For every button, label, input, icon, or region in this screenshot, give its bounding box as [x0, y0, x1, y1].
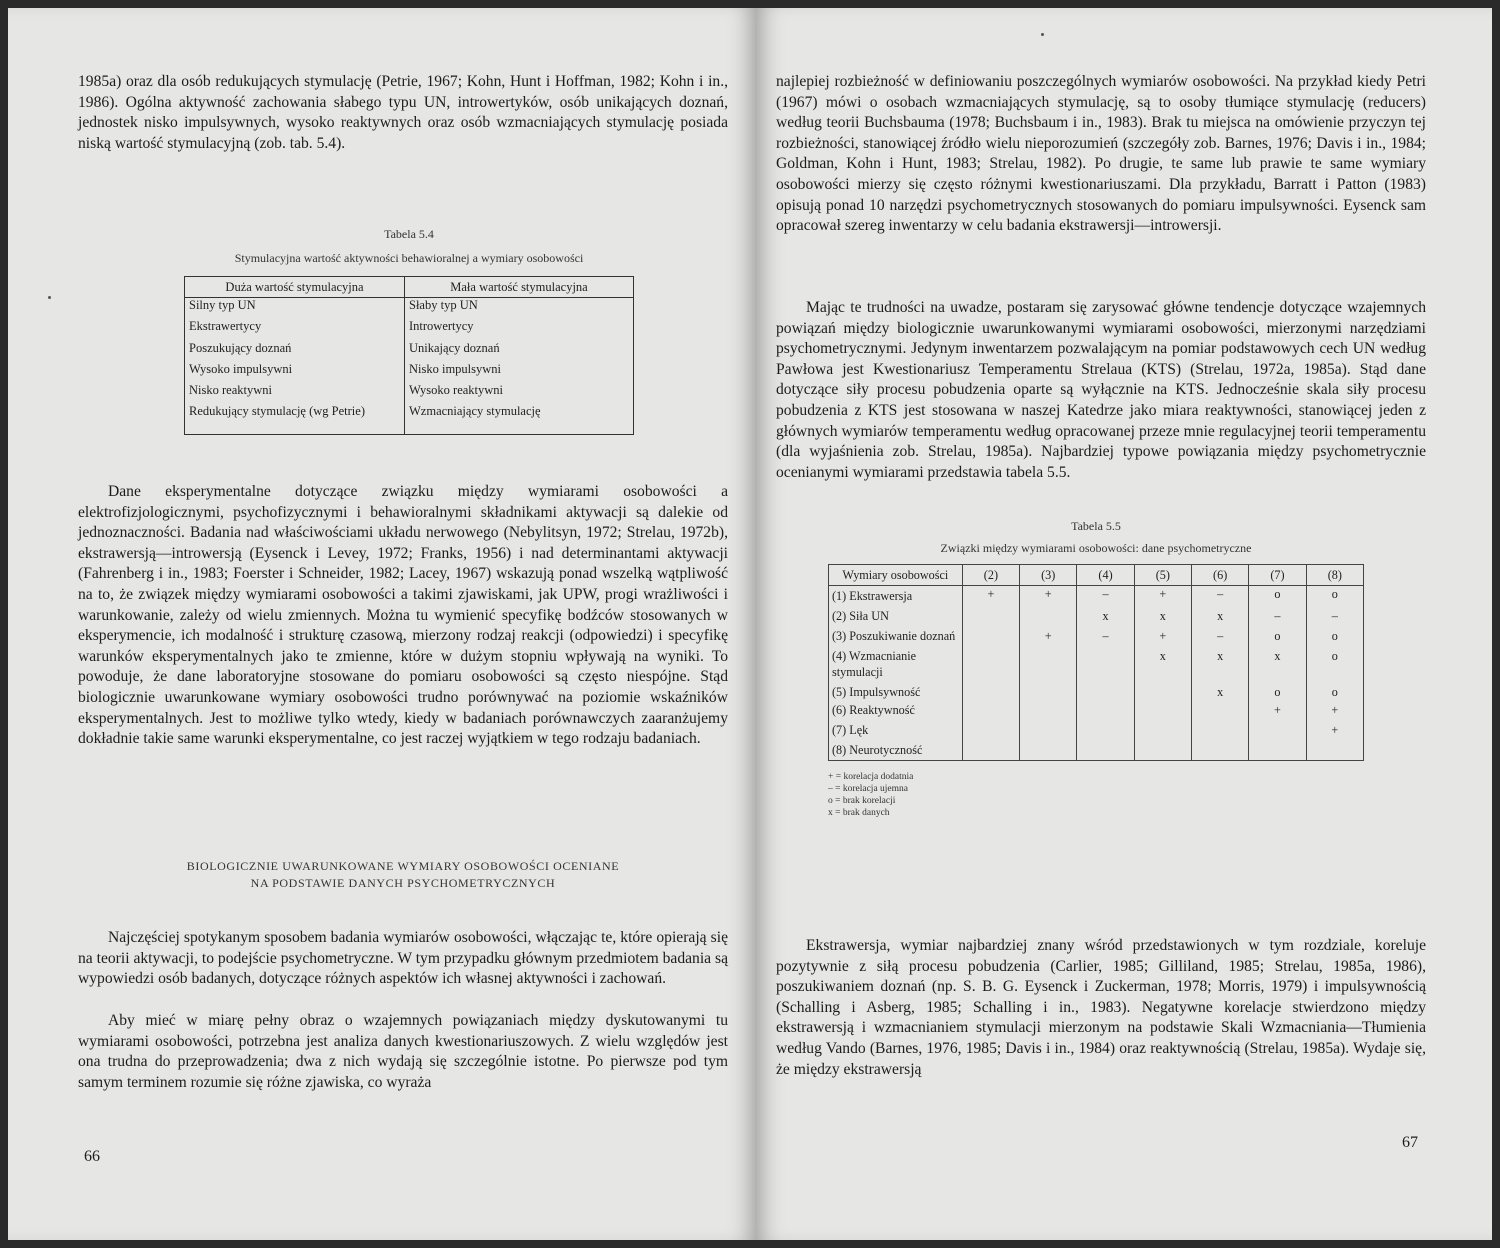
table-row — [829, 624, 1364, 644]
table-row — [829, 718, 1364, 738]
right-para-3 — [776, 936, 1426, 1080]
table-cell: x — [1249, 644, 1306, 680]
page-number: 67 — [1402, 1134, 1418, 1151]
table-cell: – — [1249, 604, 1306, 624]
row-label: (2) Siła UN — [829, 604, 963, 624]
table-row — [185, 404, 634, 435]
table-cell: x — [1192, 680, 1249, 700]
column-header: (3) — [1020, 565, 1077, 586]
table-row — [829, 644, 1364, 680]
row-label: (3) Poszukiwanie doznań — [829, 624, 963, 644]
column-header: (2) — [962, 565, 1019, 586]
book-spread — [8, 8, 1492, 1240]
table-label: Tabela 5.4 — [384, 227, 434, 241]
table-cell — [1077, 718, 1134, 738]
table-cell: – — [1306, 604, 1363, 624]
column-header: Mała wartość stymulacyjna — [405, 277, 634, 298]
legend-item: – = korelacja ujemna — [828, 784, 909, 794]
table-row — [829, 700, 1364, 718]
row-label: (6) Reaktywność — [829, 700, 963, 718]
left-para-top — [78, 72, 728, 154]
table-cell: o — [1249, 624, 1306, 644]
column-header: (4) — [1077, 565, 1134, 586]
table-cell — [1020, 700, 1077, 718]
paragraph: Ekstrawersja, wymiar najbardziej znany wśród przedstawionych w tym rozdziale, koreluje pozytywnie z siłą procesu pobudzenia (Carlier, 1985; Gilliland, 1985; Strelau, 1985a, 1986), poszukiwaniem doznań (np. S. B. G. Eysenck i Zuckerman, 1978; Morris, 1979) i impulsywnością (Schalling i Asberg, 1985; Schalling i in., 1983). Negatywne korelacje stwierdzono między ekstrawersją i wzmacnianiem stymulacji mierzonym na podstawie Skali Wzmacniania—Tłumienia według Vando (Barnes, 1976, 1985; Davis i in., 1984) oraz reaktywnością (Strelau, 1985a). Wydaje się, że między ekstrawersją — [776, 937, 1426, 1078]
column-header: (5) — [1134, 565, 1191, 586]
table-cell: o — [1306, 680, 1363, 700]
table-legend — [828, 771, 1364, 819]
table-cell: x — [1192, 644, 1249, 680]
paragraph: 1985a) oraz dla osób redukujących stymulację (Petrie, 1967; Kohn, Hunt i Hoffman, 1982; Kohn i in., 1986). Ogólna aktywność zachowania słabego typu UN, introwertyków, osób unikających doznań, jednostek nisko impulsywnych, wysoko reaktywnych oraz osób wzmacniających stymulację posiada niską wartość stymulacyjną (zob. tab. 5.4). — [78, 73, 728, 152]
table-cell — [962, 624, 1019, 644]
table-cell — [1192, 718, 1249, 738]
section-heading — [78, 858, 728, 892]
table-cell — [1077, 680, 1134, 700]
table-cell — [1192, 700, 1249, 718]
table-cell: Redukujący stymulację (wg Petrie) — [185, 404, 405, 435]
table-cell — [962, 604, 1019, 624]
table-row — [829, 680, 1364, 700]
table-cell: – — [1192, 586, 1249, 605]
table-5-4-block — [184, 226, 634, 435]
table-cell: + — [1020, 624, 1077, 644]
heading-line: NA PODSTAWIE DANYCH PSYCHOMETRYCZNYCH — [250, 876, 556, 890]
table-cell — [1077, 700, 1134, 718]
table-row — [185, 383, 634, 404]
table-cell: x — [1192, 604, 1249, 624]
table-cell — [1134, 738, 1191, 761]
table-cell: + — [1020, 586, 1077, 605]
table-cell — [962, 644, 1019, 680]
table-cell — [1077, 738, 1134, 761]
table-cell: Ekstrawertycy — [185, 319, 405, 340]
left-page — [8, 8, 756, 1240]
legend-item: o = brak korelacji — [828, 796, 896, 806]
table-row — [829, 738, 1364, 761]
right-page — [756, 8, 1492, 1240]
row-label: (7) Lęk — [829, 718, 963, 738]
table-cell — [1249, 738, 1306, 761]
table-cell: + — [962, 586, 1019, 605]
table-cell: Słaby typ UN — [405, 298, 634, 320]
column-header: (7) — [1249, 565, 1306, 586]
column-header: (8) — [1306, 565, 1363, 586]
table-cell: + — [1306, 718, 1363, 738]
table-cell: x — [1134, 644, 1191, 680]
row-label: (5) Impulsywność — [829, 680, 963, 700]
table-cell — [962, 738, 1019, 761]
table-cell — [962, 700, 1019, 718]
table-cell: x — [1134, 604, 1191, 624]
right-para-2 — [776, 298, 1426, 483]
table-row — [185, 298, 634, 320]
table-cell: o — [1249, 680, 1306, 700]
table-cell: + — [1134, 624, 1191, 644]
speck — [1041, 33, 1044, 36]
legend-item: x = brak danych — [828, 808, 890, 818]
left-para-3 — [78, 928, 728, 990]
table-cell: x — [1077, 604, 1134, 624]
table-cell — [1020, 644, 1077, 680]
table-cell — [1020, 604, 1077, 624]
table-cell — [1020, 738, 1077, 761]
table-cell: Wysoko reaktywni — [405, 383, 634, 404]
table-cell: o — [1306, 644, 1363, 680]
table-cell — [1077, 644, 1134, 680]
left-para-2 — [78, 482, 728, 750]
table-cell: Silny typ UN — [185, 298, 405, 320]
table-cell — [1134, 718, 1191, 738]
table-row — [829, 604, 1364, 624]
table-cell — [1134, 700, 1191, 718]
table-cell — [1306, 738, 1363, 761]
table-cell: Wzmacniający stymulację — [405, 404, 634, 435]
table-5-5-block — [828, 518, 1364, 819]
column-header: Duża wartość stymulacyjna — [185, 277, 405, 298]
table-5-4 — [184, 276, 634, 435]
paragraph: najlepiej rozbieżność w definiowaniu poszczególnych wymiarów osobowości. Na przykład kiedy Petri (1967) mówi o osobach wzmacniających stymulację, są to osoby tłumiące stymulację (reducers) według teorii Buchsbauma (1978; Buchsbaum i in., 1983). Brak tu miejsca na omówienie przyczyn tej rozbieżności, stanowiącej źródło wielu nieporozumień (szczegóły zob. Barnes, 1976; Davis i in., 1984; Goldman, Kohn i Hunt, 1983; Strelau, 1982). Po drugie, te same lub prawie te same wymiary osobowości mierzy się często różnymi kwestionariuszami. Dla przykładu, Barratt i Patton (1983) opisują ponad 10 narzędzi psychometrycznych stosowanych do pomiaru impulsywności. Eysenck sam opracował szereg inwentarzy w celu badania ekstrawersji—introwersji. — [776, 73, 1426, 235]
table-cell — [962, 680, 1019, 700]
table-title: Stymulacyjna wartość aktywności behawioralnej a wymiary osobowości — [234, 251, 584, 265]
corner-header: Wymiary osobowości — [829, 565, 963, 586]
table-5-5 — [828, 564, 1364, 761]
table-cell: + — [1306, 700, 1363, 718]
table-cell — [1192, 738, 1249, 761]
table-row — [185, 319, 634, 340]
table-cell: o — [1249, 586, 1306, 605]
table-cell — [962, 718, 1019, 738]
table-cell — [1020, 718, 1077, 738]
table-cell: Nisko reaktywni — [185, 383, 405, 404]
table-label: Tabela 5.5 — [1071, 519, 1121, 533]
table-cell: – — [1077, 586, 1134, 605]
heading-line: BIOLOGICZNIE UWARUNKOWANE WYMIARY OSOBOWOŚCI OCENIANE — [186, 859, 620, 873]
paragraph: Mając te trudności na uwadze, postaram się zarysować główne tendencje dotyczące wzajemnych powiązań między biologicznie uwarunkowanymi wymiarami osobowości, mierzonymi narzędziami psychometrycznymi. Jedynym inwentarzem pozwalającym na pomiar podstawowych cech UN według Pawłowa jest Kwestionariusz Temperamentu Strelaua (KTS) (Strelau, 1972a, 1985a). Stąd dane dotyczące siły procesu pobudzenia oparte są wyłącznie na KTS. Jednocześnie skala siły procesu pobudzenia z KTS jest stosowana w naszej Katedrze jako miara reaktywności, stanowiącej jeden z głównych wymiarów temperamentu według opracowanej przeze mnie regulacyjnej teorii temperamentu (dla wyjaśnienia zob. Strelau, 1985a). Najbardziej typowe powiązania między psychometrycznie ocenianymi wymiarami przedstawia tabela 5.5. — [776, 299, 1426, 481]
paragraph: Najczęściej spotykanym sposobem badania wymiarów osobowości, włączając te, które opierają się na teorii aktywacji, to podejście psychometryczne. W tym przypadku głównym przedmiotem badania są wypowiedzi osób badanych, dotyczące różnych aspektów ich własnej aktywności i zachowań. — [78, 929, 728, 988]
table-title: Związki między wymiarami osobowości: dane psychometryczne — [940, 541, 1252, 555]
table-row — [829, 586, 1364, 605]
paragraph: Dane eksperymentalne dotyczące związku między wymiarami osobowości a elektrofizjologicznymi, psychofizycznymi i behawioralnymi składnikami aktywacji są dalekie od jednoznaczności. Badania nad właściwościami układu nerwowego (Nebylitsyn, 1972; Strelau, 1972b), ekstrawersją—introwersją (Eysenck i Levey, 1972; Franks, 1956) i nad determinantami aktywacji (Fahrenberg i in., 1983; Foerster i Schneider, 1982; Lacey, 1967) wskazują ponad wszelką wątpliwość na to, że związek między wymiarami osobowości a takimi zjawiskami, jak UPW, progi wrażliwości i warunkowanie, zależy od wielu zmiennych. Można tu wymienić specyfikę bodźców stosowanych w eksperymencie, ich modalność i strukturę czasową, mierzony rodzaj reakcji (odpowiedzi) i specyfikę warunków eksperymentalnych jako te zmienne, które w dużym stopniu wpływają na wyniki. To powoduje, że dane laboratoryjne stosowane do pomiaru osobowości są często niespójne. Stąd biologicznie uwarunkowane wymiary osobowości trudno porównywać na poziomie wskaźników eksperymentalnych. Jest to możliwe tylko wtedy, kiedy w badaniach porównawczych zaaranżujemy dokładnie takie same warunki eksperymentalne, co jest raczej wyjątkiem w tego rodzaju badaniach. — [78, 483, 728, 748]
column-header: (6) — [1192, 565, 1249, 586]
row-label: (8) Neurotyczność — [829, 738, 963, 761]
table-cell: o — [1306, 586, 1363, 605]
table-cell: – — [1192, 624, 1249, 644]
left-para-4 — [78, 1011, 728, 1093]
table-cell — [1249, 718, 1306, 738]
table-cell: + — [1249, 700, 1306, 718]
page-number: 66 — [84, 1148, 100, 1165]
table-row — [185, 341, 634, 362]
legend-item: + = korelacja dodatnia — [828, 772, 914, 782]
row-label: (1) Ekstrawersja — [829, 586, 963, 605]
speck — [48, 296, 51, 299]
row-label: (4) Wzmacnianie stymulacji — [829, 644, 963, 680]
table-cell: Poszukujący doznań — [185, 341, 405, 362]
table-cell — [1020, 680, 1077, 700]
table-cell: – — [1077, 624, 1134, 644]
table-cell: Wysoko impulsywni — [185, 362, 405, 383]
right-para-1 — [776, 72, 1426, 237]
table-cell: + — [1134, 586, 1191, 605]
table-cell: Introwertycy — [405, 319, 634, 340]
table-cell: o — [1306, 624, 1363, 644]
table-cell — [1134, 680, 1191, 700]
paragraph: Aby mieć w miarę pełny obraz o wzajemnych powiązaniach między dyskutowanymi tu wymiarami osobowości, potrzebna jest analiza danych kwestionariuszowych. Z wielu względów jest ona trudna do przeprowadzenia; dwa z nich wydają się szczególnie istotne. Po pierwsze pod tym samym terminem rozumie się różne zjawiska, co wyraża — [78, 1012, 728, 1091]
table-row — [185, 362, 634, 383]
table-cell: Unikający doznań — [405, 341, 634, 362]
table-cell: Nisko impulsywni — [405, 362, 634, 383]
